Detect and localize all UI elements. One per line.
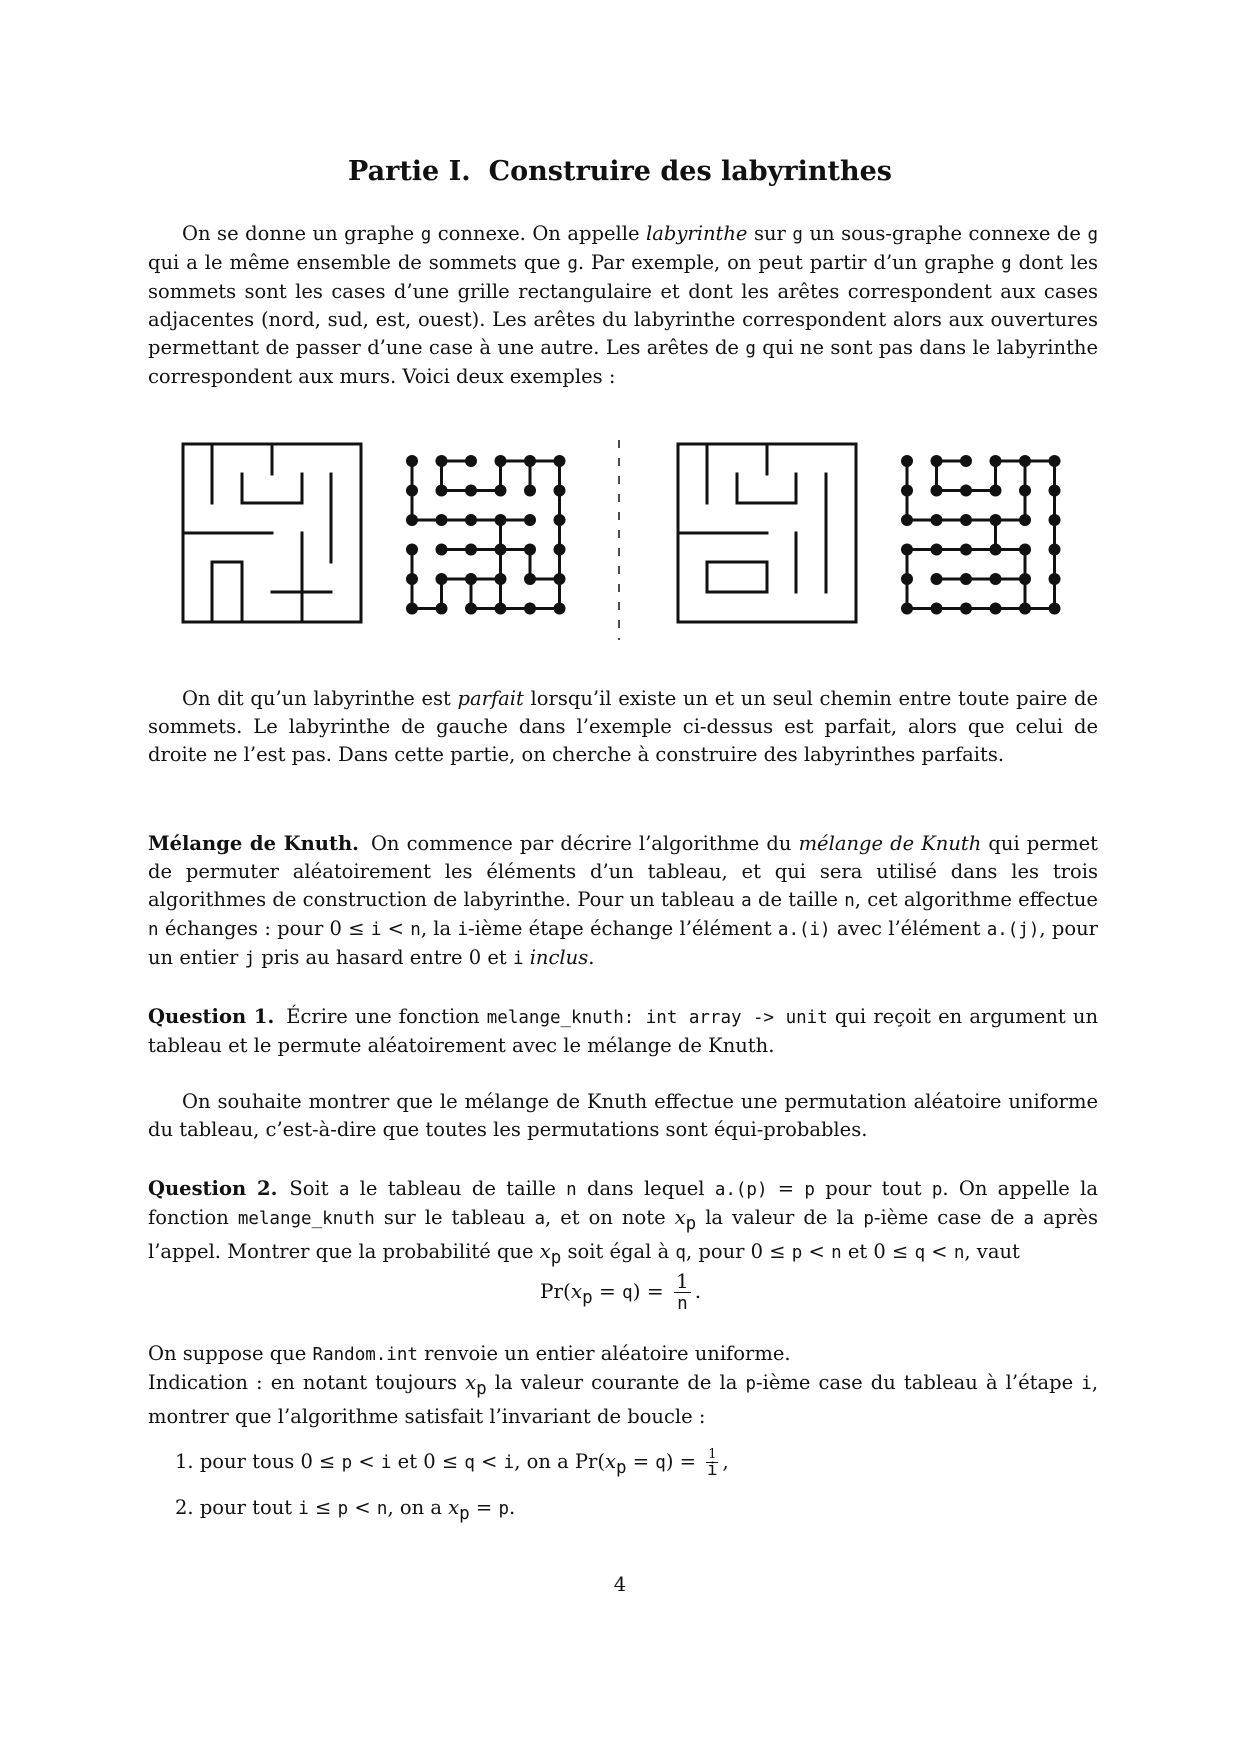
graph-vertex [901, 544, 913, 556]
graph-vertex [960, 544, 972, 556]
question-1: Question 1. Écrire une fonction melange_knuth: int array -> unit qui reçoit en argument un tableau et le permute aléatoirement avec le mélange de Knuth. [148, 1005, 1099, 1057]
knuth-heading: Mélange de Knuth. [148, 832, 359, 855]
graph-vertex [436, 603, 448, 615]
graph-vertex [901, 514, 913, 526]
graph-vertex [465, 485, 477, 497]
graph-vertex [465, 603, 477, 615]
knuth-paragraph: Mélange de Knuth. On commence par décrire l’algorithme du mélange de Knuth qui permet de permuter aléatoirement les éléments d’un tableau, et qui sera utilisé dans les trois algorithmes de construction de labyrinthe. Pour un tableau a de taille n, cet algorithme effectue n échanges : pour 0 ≤ i < n, la i-ième étape échange l’élément a.(i) avec l’élément a.(j), pour un entier j pris au hasard entre 0 et i inclus. [148, 832, 1098, 969]
title-part: Partie I. [348, 156, 471, 187]
graph-vertex [495, 544, 507, 556]
graph-vertex [1049, 603, 1061, 615]
random-hint: On suppose que Random.int renvoie un entier aléatoire uniforme. Indication : en notant toujours $x_p$ la valeur courante de la p-ième case du tableau à l’étape i, montrer que l’algorithme satisfait l’invariant de boucle : [148, 1342, 1099, 1428]
graph-vertex [1049, 455, 1061, 467]
graph-vertex [436, 455, 448, 467]
graph-vertex [554, 573, 566, 585]
graph-vertex [1049, 514, 1061, 526]
graph-vertex [990, 544, 1002, 556]
graph-vertex [406, 514, 418, 526]
graph-vertex [495, 514, 507, 526]
graph-vertex [931, 485, 943, 497]
graph-vertex [1019, 573, 1031, 585]
graph-vertex [495, 573, 507, 585]
graph-vertex [554, 544, 566, 556]
perfect-paragraph: On dit qu’un labyrinthe est parfait lorsqu’il existe un et un seul chemin entre toute paire de sommets. Le labyrinthe de gauche dans l’exemple ci-dessus est parfait, alors que celui de droite ne l’est pas. Dans cette partie, on cherche à construire des labyrinthes parfaits. [148, 687, 1099, 766]
graph-vertex [406, 485, 418, 497]
graph-vertex [406, 603, 418, 615]
graph-vertex [436, 573, 448, 585]
graph-vertex [495, 603, 507, 615]
graph-vertex [524, 544, 536, 556]
graph-vertex [960, 485, 972, 497]
maze-left-walls [183, 444, 361, 622]
graph-vertex [1019, 514, 1031, 526]
invariant-item: 1. pour tous 0 ≤ p < i et 0 ≤ q < i, on a $Pr(x_p = q)$ = $\frac{1}{i}$ , [175, 1447, 729, 1480]
graph-vertex [436, 514, 448, 526]
graph-vertex [554, 603, 566, 615]
graph-vertex [554, 455, 566, 467]
graph-vertex [990, 514, 1002, 526]
graph-vertex [931, 544, 943, 556]
graph-vertex [524, 485, 536, 497]
intro-paragraph: On se donne un graphe g connexe. On appelle labyrinthe sur g un sous-graphe connexe de g qui a le même ensemble de sommets que g. Par exemple, on peut partir d’un graphe g dont les sommets sont les cases d’une grille rectangulaire et dont les arêtes correspondent aux cases adjacentes (nord, sud, est, ouest). Les arêtes du labyrinthe correspondent alors aux ouvertures permettant de passer d’une case à une autre. Les arêtes de g qui ne sont pas dans le labyrinthe correspondent aux murs. Voici deux exemples : [148, 222, 1099, 388]
graph-vertex [931, 514, 943, 526]
graph-vertex [990, 485, 1002, 497]
graph-vertex [524, 573, 536, 585]
graph-vertex [960, 455, 972, 467]
question-2: Question 2. Soit a le tableau de taille n dans lequel a.(p) = p pour tout p. On appelle la fonction melange_knuth sur le tableau a, et on note $x_p$ la valeur de la p-ième case de a après l’appel. Montrer que la probabilité que $x_p$ soit égal à q, pour 0 ≤ p < n et 0 ≤ q < n, vaut [148, 1177, 1098, 1268]
graph-vertex [465, 573, 477, 585]
graph-vertex [1019, 455, 1031, 467]
graph-vertex [1019, 544, 1031, 556]
graph-vertex [960, 573, 972, 585]
graph-vertex [1049, 485, 1061, 497]
graph-vertex [524, 603, 536, 615]
maze-right-walls [678, 444, 856, 622]
graph-vertex [436, 544, 448, 556]
graph-vertex [465, 544, 477, 556]
graph-vertex [960, 514, 972, 526]
graph-vertex [554, 485, 566, 497]
graph-vertex [495, 455, 507, 467]
graph-vertex [465, 514, 477, 526]
graph-vertex [524, 455, 536, 467]
graph-vertex [465, 455, 477, 467]
graph-vertex [901, 573, 913, 585]
graph-vertex [1049, 544, 1061, 556]
graph-vertex [960, 603, 972, 615]
graph-vertex [1019, 485, 1031, 497]
invariant-item: 2. pour tout i ≤ p < n, on a $x_p = p$. [175, 1496, 516, 1524]
page-number: 4 [613, 1573, 627, 1596]
graph-vertex [436, 485, 448, 497]
graph-vertex [495, 485, 507, 497]
maze-left-graph [406, 455, 566, 615]
graph-vertex [931, 455, 943, 467]
uniform-paragraph: On souhaite montrer que le mélange de Knuth effectue une permutation aléatoire uniforme du tableau, c’est-à-dire que toutes les permutations sont équi-probables. [148, 1090, 1098, 1141]
graph-vertex [990, 455, 1002, 467]
graph-vertex [1019, 603, 1031, 615]
graph-vertex [406, 573, 418, 585]
graph-vertex [524, 514, 536, 526]
maze-figure [0, 0, 1240, 700]
graph-vertex [554, 514, 566, 526]
graph-vertex [901, 603, 913, 615]
graph-vertex [990, 573, 1002, 585]
probability-formula: $Pr(x_p = q)$ = $\frac{1}{n}$ . [540, 1269, 702, 1314]
graph-vertex [901, 485, 913, 497]
graph-vertex [406, 544, 418, 556]
graph-vertex [931, 573, 943, 585]
graph-vertex [406, 455, 418, 467]
graph-vertex [1049, 573, 1061, 585]
maze-right-graph [901, 455, 1061, 615]
question-1-heading: Question 1. [148, 1005, 275, 1028]
graph-vertex [990, 603, 1002, 615]
title-name: Construire des labyrinthes [488, 156, 892, 187]
graph-vertex [901, 455, 913, 467]
question-2-heading: Question 2. [148, 1177, 278, 1200]
graph-vertex [931, 603, 943, 615]
